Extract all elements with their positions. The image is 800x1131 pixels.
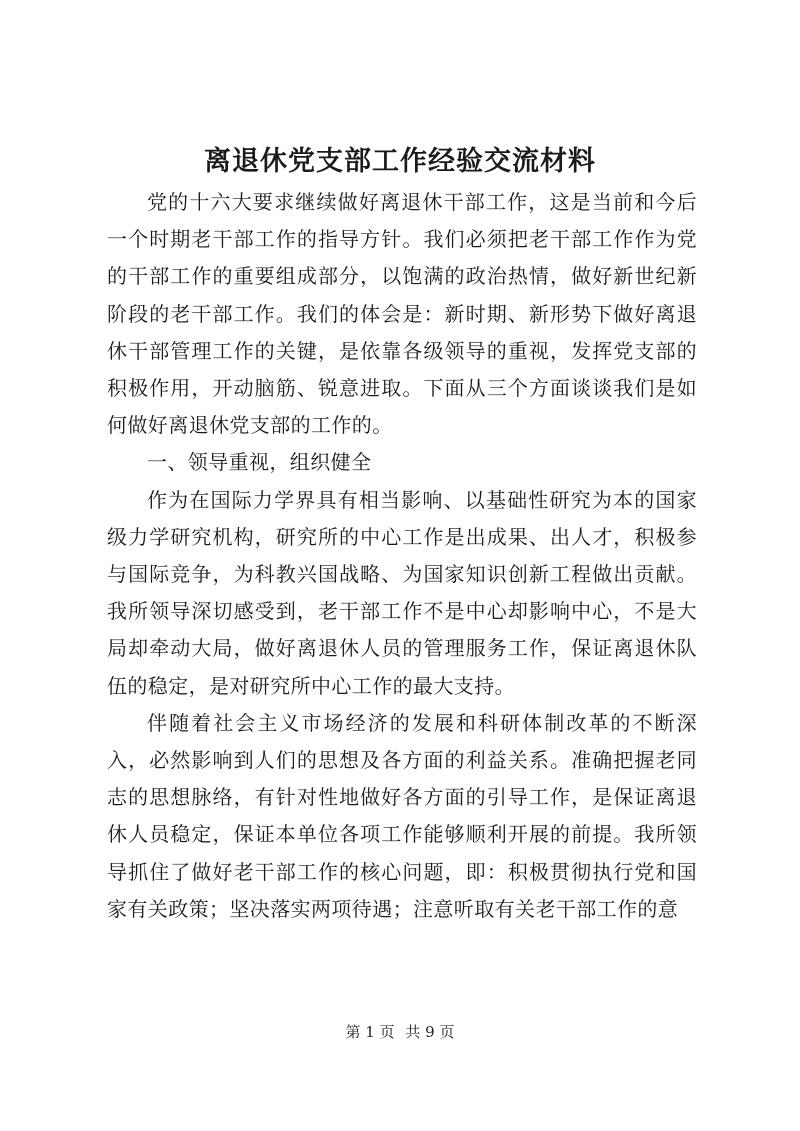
page-total: 共 9 页 — [405, 1023, 455, 1041]
page-number: 第 1 页 — [345, 1023, 395, 1041]
page-footer — [0, 1022, 800, 1042]
document-body — [107, 184, 697, 928]
document-title: 离退休党支部工作经验交流材料 — [204, 146, 596, 177]
section-heading-1: 一、领导重视，组织健全 — [147, 450, 372, 475]
section-1-paragraph-2: 伴随着社会主义市场经济的发展和科研体制改革的不断深入，必然影响到人们的思想及各方面的利益关系。准确把握老同志的思想脉络，有针对性地做好各方面的引导工作，是保证离退休人员稳定，保证本单位各项工作能够顺利开展的前提。我所领导抓住了做好老干部工作的核心问题，即：积极贯彻执行党和国家有关政策；坚决落实两项待遇；注意听取有关老干部工作的意 — [107, 710, 697, 921]
intro-paragraph: 党的十六大要求继续做好离退休干部工作，这是当前和今后一个时期老干部工作的指导方针。我们必须把老干部工作作为党的干部工作的重要组成部分，以饱满的政治热情，做好新世纪新阶段的老干部工作。我们的体会是：新时期、新形势下做好离退休干部管理工作的关键，是依靠各级领导的重视，发挥党支部的积极作用，开动脑筋、锐意进取。下面从三个方面谈谈我们是如何做好离退休党支部的工作的。 — [107, 190, 697, 438]
section-1-paragraph-1: 作为在国际力学界具有相当影响、以基础性研究为本的国家级力学研究机构，研究所的中心工作是出成果、出人才，积极参与国际竞争，为科教兴国战略、为国家知识创新工程做出贡献。我所领导深切感受到，老干部工作不是中心却影响中心，不是大局却牵动大局，做好离退休人员的管理服务工作，保证离退休队伍的稳定，是对研究所中心工作的最大支持。 — [107, 487, 697, 698]
